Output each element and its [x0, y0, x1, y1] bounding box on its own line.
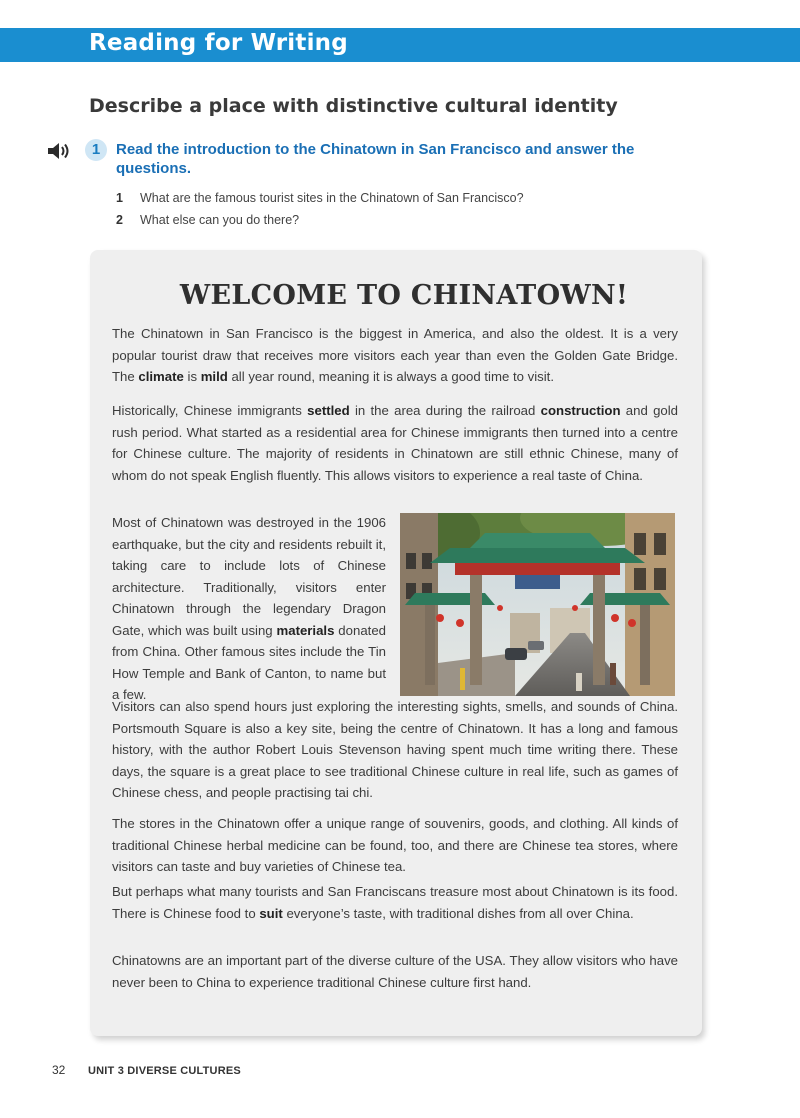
paragraph-4: The stores in the Chinatown offer a unique range of souvenirs, goods, and clothing. All kinds of traditional Chinese herbal medicine can be found, too, and there are Chinese tea stores, where visitors can taste and buy varieties of Chinese tea.: [112, 816, 678, 874]
paragraph-1: [112, 323, 678, 388]
text-run: all year round, meaning it is always a good time to visit.: [227, 369, 554, 384]
text-run: is: [183, 369, 201, 384]
dragon-gate-photo: [400, 513, 675, 696]
keyword-suit: suit: [259, 905, 283, 921]
article-title: WELCOME TO CHINATOWN!: [179, 280, 629, 311]
question-text: What are the famous tourist sites in the Chinatown of San Francisco?: [140, 191, 524, 205]
question-number: 1: [116, 191, 123, 205]
text-run: Most of Chinatown was destroyed in the 1906 earthquake, but the city and residents rebuilt it, taking care to include lots of Chinese architecture. Traditionally, visitors enter Chinatown through the legendary Dragon Gate, which was built using: [112, 515, 386, 638]
header-bar: [0, 28, 800, 62]
keyword-climate: climate: [138, 369, 184, 384]
paragraph-3: [112, 512, 386, 706]
paragraph-3-continued: Visitors can also spend hours just exploring the interesting sights, smells, and sounds of China. Portsmouth Square is also a key site, being the centre of Chinatown. It has a long and famous history, with the author Robert Louis Stevenson having spent much time writing there. These days, the square is a great place to see traditional Chinese culture in real life, such as games of Chinese chess, and people practising tai chi.: [112, 699, 678, 800]
keyword-construction: construction: [540, 403, 621, 418]
text-run: Historically, Chinese immigrants: [112, 403, 308, 418]
text-run: in the area during the railroad: [349, 403, 541, 418]
text-run: The Chinatown in San Francisco is the biggest in America, and also the oldest. It is a very popular tourist draw that receives more visitors each year than even the Golden Gate Bridge. The: [112, 326, 678, 384]
text-run: But perhaps what many tourists and San Franciscans treasure most about Chinatown is its food. There is Chinese food to: [112, 884, 678, 921]
keyword-settled: settled: [307, 403, 350, 418]
section-title: Describe a place with distinctive cultural identity: [89, 95, 618, 117]
task-instruction: Read the introduction to the Chinatown in San Francisco and answer the questions.: [116, 141, 635, 177]
text-run: donated from China. Other famous sites include the Tin How Temple and Bank of Canton, to name but a few.: [112, 622, 386, 702]
text-run: everyone’s taste, with traditional dishes from all over China.: [282, 905, 634, 921]
task-number-badge: 1: [85, 139, 107, 161]
speaker-icon[interactable]: [47, 142, 73, 160]
page-footer: [52, 1063, 241, 1077]
text-run: and gold rush period. What started as a residential area for Chinese immigrants then turned into a centre for Chinese culture. The majority of residents in Chinatown are still ethnic Chinese, many of whom do not speak English fluently. This allows visitors to experience a real taste of China.: [112, 403, 679, 483]
paragraph-2: [112, 400, 678, 486]
unit-label: UNIT 3 DIVERSE CULTURES: [88, 1065, 241, 1077]
question-item: [116, 209, 524, 231]
keyword-mild: mild: [200, 369, 228, 384]
question-list: [116, 187, 524, 231]
question-number: 2: [116, 213, 123, 227]
paragraph-6: Chinatowns are an important part of the diverse culture of the USA. They allow visitors who have never been to China to experience traditional Chinese culture first hand.: [112, 953, 678, 990]
paragraph-5: [112, 881, 678, 924]
keyword-materials: materials: [276, 622, 335, 638]
page-number: 32: [52, 1063, 66, 1077]
header-title: Reading for Writing: [89, 30, 348, 56]
question-text: What else can you do there?: [140, 213, 300, 227]
question-item: [116, 187, 524, 209]
dragon-gate-illustration: [400, 513, 675, 696]
